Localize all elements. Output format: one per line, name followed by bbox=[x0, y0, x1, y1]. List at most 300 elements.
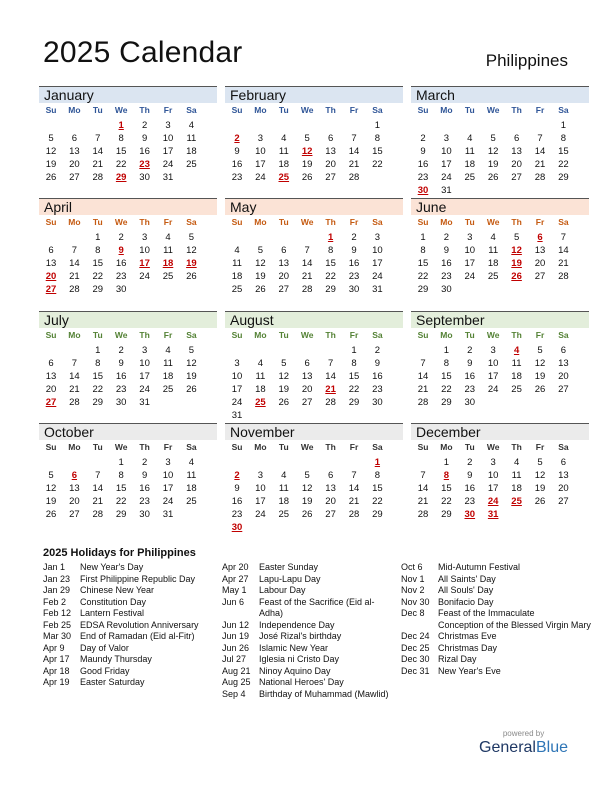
calendar-date: 25 bbox=[186, 159, 197, 170]
calendar-date: 5 bbox=[490, 133, 496, 144]
calendar-date: 19 bbox=[278, 384, 290, 395]
holiday-entry bbox=[401, 597, 591, 609]
calendar-date: 8 bbox=[118, 470, 124, 481]
calendar-date: 18 bbox=[231, 271, 243, 282]
calendar-date: 31 bbox=[441, 185, 452, 196]
calendar-date: 17 bbox=[487, 371, 499, 382]
calendar-date: 22 bbox=[115, 496, 127, 507]
calendar-date: 19 bbox=[301, 496, 313, 507]
calendar-date: 9 bbox=[467, 470, 473, 481]
calendar-date: 20 bbox=[325, 496, 336, 507]
weekday-label: We bbox=[300, 442, 314, 452]
weekday-label: Mo bbox=[68, 330, 81, 340]
holiday-entry bbox=[43, 631, 199, 643]
weekday-label: Th bbox=[511, 105, 522, 115]
calendar-date: 26 bbox=[186, 384, 197, 395]
calendar-grid bbox=[39, 86, 573, 536]
calendar-date: 13 bbox=[69, 146, 80, 157]
holiday-entry-date: May 1 bbox=[222, 585, 247, 595]
holiday-entry-name: All Saints' Day bbox=[438, 573, 496, 584]
calendar-date: 16 bbox=[139, 483, 150, 494]
calendar-date: 5 bbox=[304, 470, 310, 481]
weekday-label: We bbox=[114, 442, 128, 452]
calendar-date: 10 bbox=[487, 470, 499, 481]
calendar-date: 9 bbox=[234, 483, 240, 494]
calendar-date: 19 bbox=[186, 371, 197, 382]
calendar-date: 1 bbox=[443, 457, 450, 468]
calendar-date: 7 bbox=[71, 245, 78, 256]
month-june bbox=[411, 198, 589, 310]
holiday-entry-name: Constitution Day bbox=[80, 596, 147, 607]
calendar-date: 8 bbox=[95, 245, 101, 256]
weekday-label: Sa bbox=[558, 217, 569, 227]
calendar-date: 30 bbox=[115, 284, 127, 295]
holiday-date: 4 bbox=[513, 345, 520, 356]
holiday-entry bbox=[401, 643, 591, 655]
calendar-date: 12 bbox=[534, 470, 546, 481]
holiday-date: 20 bbox=[45, 271, 57, 282]
calendar-date: 24 bbox=[139, 271, 150, 282]
calendar-date: 11 bbox=[255, 371, 266, 382]
calendar-date: 17 bbox=[255, 159, 266, 170]
weekday-label: Su bbox=[417, 105, 429, 115]
holiday-date: 12 bbox=[511, 245, 522, 256]
calendar-date: 5 bbox=[257, 245, 264, 256]
holiday-entry-name: Rizal Day bbox=[438, 654, 477, 664]
calendar-date: 1 bbox=[374, 120, 381, 131]
weekday-label: Mo bbox=[440, 105, 453, 115]
calendar-date: 24 bbox=[162, 496, 174, 507]
holiday-entry-name: All Souls' Day bbox=[438, 585, 494, 595]
holiday-date: 12 bbox=[301, 146, 313, 157]
calendar-date: 7 bbox=[420, 470, 426, 481]
calendar-date: 13 bbox=[69, 483, 80, 494]
holiday-entry-date: Apr 18 bbox=[43, 665, 70, 676]
weekday-label: Su bbox=[231, 330, 243, 340]
holiday-date: 21 bbox=[325, 384, 336, 395]
calendar-date: 27 bbox=[278, 284, 290, 295]
calendar-date: 24 bbox=[231, 397, 243, 408]
weekday-label: Tu bbox=[464, 442, 475, 452]
calendar-date: 26 bbox=[45, 172, 57, 183]
weekday-label: Tu bbox=[278, 330, 289, 340]
calendar-date: 12 bbox=[278, 371, 290, 382]
calendar-date: 11 bbox=[232, 258, 242, 269]
month-april bbox=[39, 198, 217, 310]
holiday-entry-date: Aug 25 bbox=[222, 677, 251, 687]
calendar-date: 18 bbox=[278, 159, 290, 170]
calendar-date: 27 bbox=[511, 172, 522, 183]
weekday-label: Th bbox=[139, 217, 150, 227]
weekday-label: Th bbox=[139, 105, 150, 115]
calendar-date: 30 bbox=[139, 172, 150, 183]
calendar-date: 19 bbox=[301, 159, 313, 170]
calendar-date: 9 bbox=[234, 146, 240, 157]
calendar-date: 30 bbox=[441, 284, 452, 295]
weekday-label: Mo bbox=[68, 217, 81, 227]
weekday-label: Su bbox=[417, 330, 429, 340]
calendar-date: 2 bbox=[443, 232, 450, 243]
calendar-date: 19 bbox=[534, 371, 546, 382]
calendar-date: 25 bbox=[162, 384, 174, 395]
holiday-entry-date: Jun 6 bbox=[222, 596, 245, 607]
month-name: January bbox=[39, 86, 217, 103]
calendar-date: 28 bbox=[558, 271, 569, 282]
calendar-date: 4 bbox=[257, 358, 264, 369]
calendar-date: 4 bbox=[188, 457, 195, 468]
holiday-entry-name: National Heroes' Day bbox=[259, 677, 344, 687]
calendar-date: 21 bbox=[417, 384, 429, 395]
holiday-date: 25 bbox=[255, 397, 266, 408]
calendar-date: 16 bbox=[348, 258, 360, 269]
holiday-date: 8 bbox=[443, 470, 450, 481]
calendar-date: 25 bbox=[278, 509, 290, 520]
holiday-entry-date: Jun 12 bbox=[222, 619, 250, 630]
holiday-entry-date: Apr 19 bbox=[43, 677, 70, 687]
holiday-date: 18 bbox=[162, 258, 174, 269]
month-name: December bbox=[411, 423, 589, 440]
calendar-date: 5 bbox=[48, 133, 54, 144]
calendar-date: 9 bbox=[420, 146, 426, 157]
weekday-label: Fr bbox=[535, 442, 545, 452]
weekday-label: Fr bbox=[163, 330, 173, 340]
calendar-date: 12 bbox=[45, 146, 57, 157]
holiday-entry bbox=[43, 666, 199, 678]
calendar-date: 18 bbox=[186, 483, 197, 494]
month-name: October bbox=[39, 423, 217, 440]
holiday-entry-name: Good Friday bbox=[80, 665, 130, 676]
calendar-date: 24 bbox=[255, 172, 266, 183]
holiday-entry bbox=[43, 643, 199, 655]
calendar-date: 2 bbox=[118, 345, 124, 356]
calendar-date: 8 bbox=[443, 358, 450, 369]
calendar-date: 19 bbox=[45, 496, 57, 507]
calendar-date: 4 bbox=[188, 120, 195, 131]
holiday-entry-date: Apr 9 bbox=[43, 642, 65, 653]
weekday-label: We bbox=[114, 330, 128, 340]
calendar-date: 29 bbox=[115, 509, 127, 520]
month-march bbox=[411, 86, 589, 198]
calendar-date: 14 bbox=[417, 483, 429, 494]
holiday-entry bbox=[43, 597, 199, 609]
calendar-date: 2 bbox=[420, 133, 426, 144]
calendar-date: 9 bbox=[141, 470, 148, 481]
calendar-date: 23 bbox=[231, 172, 243, 183]
calendar-date: 21 bbox=[69, 384, 80, 395]
calendar-date: 27 bbox=[534, 271, 546, 282]
calendar-date: 4 bbox=[281, 133, 287, 144]
calendar-date: 14 bbox=[92, 146, 104, 157]
calendar-date: 17 bbox=[162, 483, 174, 494]
calendar-date: 2 bbox=[141, 120, 148, 131]
holiday-entry-date: Apr 27 bbox=[222, 573, 249, 584]
holiday-entry bbox=[43, 562, 199, 574]
calendar-date: 17 bbox=[464, 258, 476, 269]
weekday-label: We bbox=[486, 442, 500, 452]
calendar-date: 14 bbox=[417, 371, 429, 382]
holiday-entry-name: Bonifacio Day bbox=[438, 596, 494, 607]
calendar-date: 24 bbox=[464, 271, 476, 282]
holiday-date: 31 bbox=[487, 509, 499, 520]
holiday-entry-name: Chinese New Year bbox=[80, 585, 155, 595]
weekday-label: Sa bbox=[372, 330, 383, 340]
calendar-date: 18 bbox=[255, 384, 266, 395]
calendar-date: 7 bbox=[351, 133, 357, 144]
calendar-date: 8 bbox=[374, 133, 381, 144]
holiday-entry bbox=[401, 574, 591, 586]
weekday-label: Tu bbox=[464, 330, 475, 340]
calendar-date: 3 bbox=[165, 457, 171, 468]
calendar-date: 23 bbox=[464, 384, 476, 395]
calendar-date: 3 bbox=[467, 232, 473, 243]
holiday-entry bbox=[43, 620, 199, 632]
calendar-date: 8 bbox=[351, 358, 357, 369]
weekday-label: Fr bbox=[163, 217, 173, 227]
holiday-entry bbox=[43, 654, 199, 666]
holiday-date: 30 bbox=[417, 185, 429, 196]
calendar-date: 9 bbox=[374, 358, 381, 369]
holiday-entry-date: Apr 20 bbox=[222, 562, 249, 572]
month-october bbox=[39, 423, 217, 535]
holiday-entry-name: Iglesia ni Cristo Day bbox=[259, 654, 340, 664]
calendar-date: 5 bbox=[537, 457, 543, 468]
calendar-date: 11 bbox=[186, 133, 197, 144]
calendar-date: 28 bbox=[92, 172, 104, 183]
holiday-entry-date: Jun 19 bbox=[222, 631, 250, 641]
calendar-date: 3 bbox=[443, 133, 450, 144]
calendar-date: 15 bbox=[115, 483, 127, 494]
calendar-date: 6 bbox=[560, 345, 567, 356]
calendar-date: 29 bbox=[441, 397, 452, 408]
logo-blue: Blue bbox=[535, 739, 568, 756]
calendar-date: 2 bbox=[351, 232, 357, 243]
weekday-label: Mo bbox=[68, 105, 81, 115]
calendar-date: 25 bbox=[511, 384, 522, 395]
calendar-date: 20 bbox=[69, 159, 80, 170]
calendar-date: 10 bbox=[139, 245, 150, 256]
calendar-date: 4 bbox=[467, 133, 473, 144]
calendar-date: 12 bbox=[45, 483, 57, 494]
holiday-entry bbox=[222, 654, 389, 666]
holiday-entry-name: Maundy Thursday bbox=[80, 654, 152, 664]
calendar-date: 7 bbox=[327, 358, 334, 369]
calendar-date: 14 bbox=[558, 245, 569, 256]
calendar-date: 7 bbox=[560, 232, 567, 243]
calendar-date: 23 bbox=[231, 509, 243, 520]
weekday-label: Su bbox=[231, 217, 243, 227]
holiday-entry-date: Nov 1 bbox=[401, 573, 425, 584]
calendar-date: 5 bbox=[48, 470, 54, 481]
calendar-date: 27 bbox=[325, 509, 336, 520]
weekday-label: Su bbox=[231, 105, 243, 115]
holiday-entry bbox=[222, 562, 389, 574]
calendar-date: 24 bbox=[487, 384, 499, 395]
calendar-date: 17 bbox=[139, 371, 150, 382]
calendar-date: 11 bbox=[464, 146, 475, 157]
calendar-date: 15 bbox=[348, 371, 360, 382]
weekday-label: Su bbox=[417, 442, 429, 452]
calendar-date: 22 bbox=[441, 384, 452, 395]
calendar-date: 28 bbox=[348, 172, 360, 183]
holiday-entry-date: Dec 30 bbox=[401, 654, 430, 664]
calendar-date: 8 bbox=[560, 133, 567, 144]
calendar-date: 29 bbox=[92, 284, 104, 295]
holiday-date: 24 bbox=[487, 496, 499, 507]
calendar-date: 4 bbox=[490, 232, 496, 243]
weekday-label: Th bbox=[325, 442, 336, 452]
month-name: September bbox=[411, 311, 589, 328]
calendar-date: 11 bbox=[488, 245, 499, 256]
calendar-date: 9 bbox=[141, 133, 148, 144]
weekday-label: Th bbox=[325, 330, 336, 340]
calendar-date: 23 bbox=[417, 172, 429, 183]
holiday-date: 1 bbox=[118, 120, 124, 131]
calendar-date: 26 bbox=[301, 172, 313, 183]
holiday-date: 25 bbox=[278, 172, 290, 183]
calendar-date: 10 bbox=[139, 358, 150, 369]
holiday-entry bbox=[43, 608, 199, 620]
weekday-label: Fr bbox=[349, 217, 359, 227]
calendar-date: 6 bbox=[281, 245, 287, 256]
calendar-date: 12 bbox=[186, 245, 197, 256]
calendar-date: 16 bbox=[372, 371, 383, 382]
calendar-date: 23 bbox=[115, 384, 127, 395]
calendar-date: 11 bbox=[278, 483, 289, 494]
calendar-date: 12 bbox=[487, 146, 499, 157]
holiday-entry bbox=[43, 574, 199, 586]
calendar-date: 12 bbox=[255, 258, 266, 269]
calendar-date: 26 bbox=[278, 397, 290, 408]
weekday-label: Tu bbox=[92, 330, 103, 340]
calendar-date: 14 bbox=[92, 483, 104, 494]
calendar-date: 27 bbox=[69, 509, 80, 520]
month-july bbox=[39, 311, 217, 423]
holiday-column-2 bbox=[222, 562, 389, 700]
calendar-date: 30 bbox=[139, 509, 150, 520]
calendar-date: 24 bbox=[139, 384, 150, 395]
holiday-entry bbox=[222, 666, 389, 678]
calendar-date: 9 bbox=[351, 245, 357, 256]
weekday-label: Sa bbox=[186, 105, 197, 115]
weekday-label: Th bbox=[139, 442, 150, 452]
calendar-date: 3 bbox=[374, 232, 381, 243]
calendar-date: 25 bbox=[464, 172, 476, 183]
calendar-date: 3 bbox=[257, 133, 264, 144]
calendar-date: 29 bbox=[92, 397, 104, 408]
calendar-date: 15 bbox=[115, 146, 127, 157]
calendar-date: 10 bbox=[162, 470, 174, 481]
calendar-date: 21 bbox=[417, 496, 429, 507]
holiday-entry-name: New Year's Eve bbox=[438, 665, 501, 676]
holiday-entry bbox=[43, 585, 199, 597]
calendar-date: 22 bbox=[417, 271, 429, 282]
calendar-date: 11 bbox=[511, 358, 522, 369]
calendar-date: 1 bbox=[95, 345, 101, 356]
calendar-date: 29 bbox=[348, 397, 360, 408]
holiday-entry-date: Aug 21 bbox=[222, 665, 251, 676]
calendar-date: 19 bbox=[487, 159, 499, 170]
calendar-date: 19 bbox=[45, 159, 57, 170]
holiday-entry bbox=[222, 677, 389, 689]
calendar-date: 21 bbox=[301, 271, 313, 282]
calendar-date: 28 bbox=[417, 397, 429, 408]
holiday-entry-name: Conception of the Blessed Virgin Mary bbox=[438, 619, 591, 630]
calendar-date: 13 bbox=[558, 358, 569, 369]
weekday-label: Tu bbox=[278, 442, 289, 452]
calendar-date: 25 bbox=[487, 271, 499, 282]
month-february bbox=[225, 86, 403, 198]
calendar-date: 20 bbox=[69, 496, 80, 507]
weekday-label: Sa bbox=[372, 105, 383, 115]
weekday-label: Fr bbox=[349, 330, 359, 340]
holiday-entry-date: Dec 24 bbox=[401, 631, 430, 641]
calendar-date: 4 bbox=[513, 457, 520, 468]
calendar-date: 31 bbox=[372, 284, 383, 295]
calendar-date: 21 bbox=[69, 271, 80, 282]
holiday-entry-name: Independence Day bbox=[259, 619, 335, 630]
calendar-date: 6 bbox=[71, 133, 78, 144]
weekday-label: We bbox=[114, 217, 128, 227]
weekday-label: Su bbox=[45, 442, 57, 452]
calendar-date: 4 bbox=[281, 470, 287, 481]
weekday-label: Su bbox=[417, 217, 429, 227]
weekday-label: We bbox=[486, 330, 500, 340]
weekday-label: Mo bbox=[440, 217, 453, 227]
weekday-label: Fr bbox=[163, 442, 173, 452]
holiday-entry-name: Easter Saturday bbox=[80, 677, 145, 687]
calendar-date: 28 bbox=[92, 509, 104, 520]
calendar-date: 17 bbox=[162, 146, 174, 157]
calendar-date: 1 bbox=[560, 120, 567, 131]
calendar-date: 29 bbox=[417, 284, 429, 295]
calendar-date: 11 bbox=[163, 358, 173, 369]
holiday-entry-date: Mar 30 bbox=[43, 631, 72, 641]
calendar-date: 10 bbox=[231, 371, 243, 382]
calendar-date: 16 bbox=[417, 159, 429, 170]
calendar-date: 3 bbox=[490, 457, 496, 468]
calendar-date: 15 bbox=[441, 371, 452, 382]
weekday-label: Th bbox=[511, 330, 522, 340]
calendar-date: 2 bbox=[141, 457, 148, 468]
calendar-date: 14 bbox=[348, 483, 360, 494]
calendar-date: 1 bbox=[351, 345, 357, 356]
weekday-label: Mo bbox=[440, 442, 453, 452]
calendar-date: 26 bbox=[301, 509, 313, 520]
holiday-entry-date bbox=[401, 620, 438, 632]
weekday-label: We bbox=[300, 217, 314, 227]
holiday-entry-date: Oct 6 bbox=[401, 562, 423, 572]
calendar-date: 29 bbox=[325, 284, 336, 295]
holiday-entry bbox=[401, 562, 591, 574]
calendar-date: 14 bbox=[301, 258, 313, 269]
calendar-date: 16 bbox=[231, 496, 243, 507]
calendar-date: 18 bbox=[511, 483, 522, 494]
calendar-date: 14 bbox=[534, 146, 546, 157]
calendar-date: 18 bbox=[464, 159, 476, 170]
calendar-date: 12 bbox=[534, 358, 546, 369]
holiday-entry-name: Mid-Autumn Festival bbox=[438, 562, 521, 572]
weekday-label: Sa bbox=[186, 442, 197, 452]
calendar-date: 26 bbox=[255, 284, 266, 295]
holiday-entry-name: José Rizal's birthday bbox=[259, 631, 342, 641]
calendar-date: 14 bbox=[69, 258, 80, 269]
powered-by-text: powered by bbox=[502, 729, 545, 738]
calendar-date: 21 bbox=[534, 159, 546, 170]
holiday-date: 17 bbox=[139, 258, 150, 269]
calendar-date: 27 bbox=[325, 172, 336, 183]
calendar-date: 23 bbox=[139, 496, 150, 507]
weekday-label: Mo bbox=[254, 330, 267, 340]
